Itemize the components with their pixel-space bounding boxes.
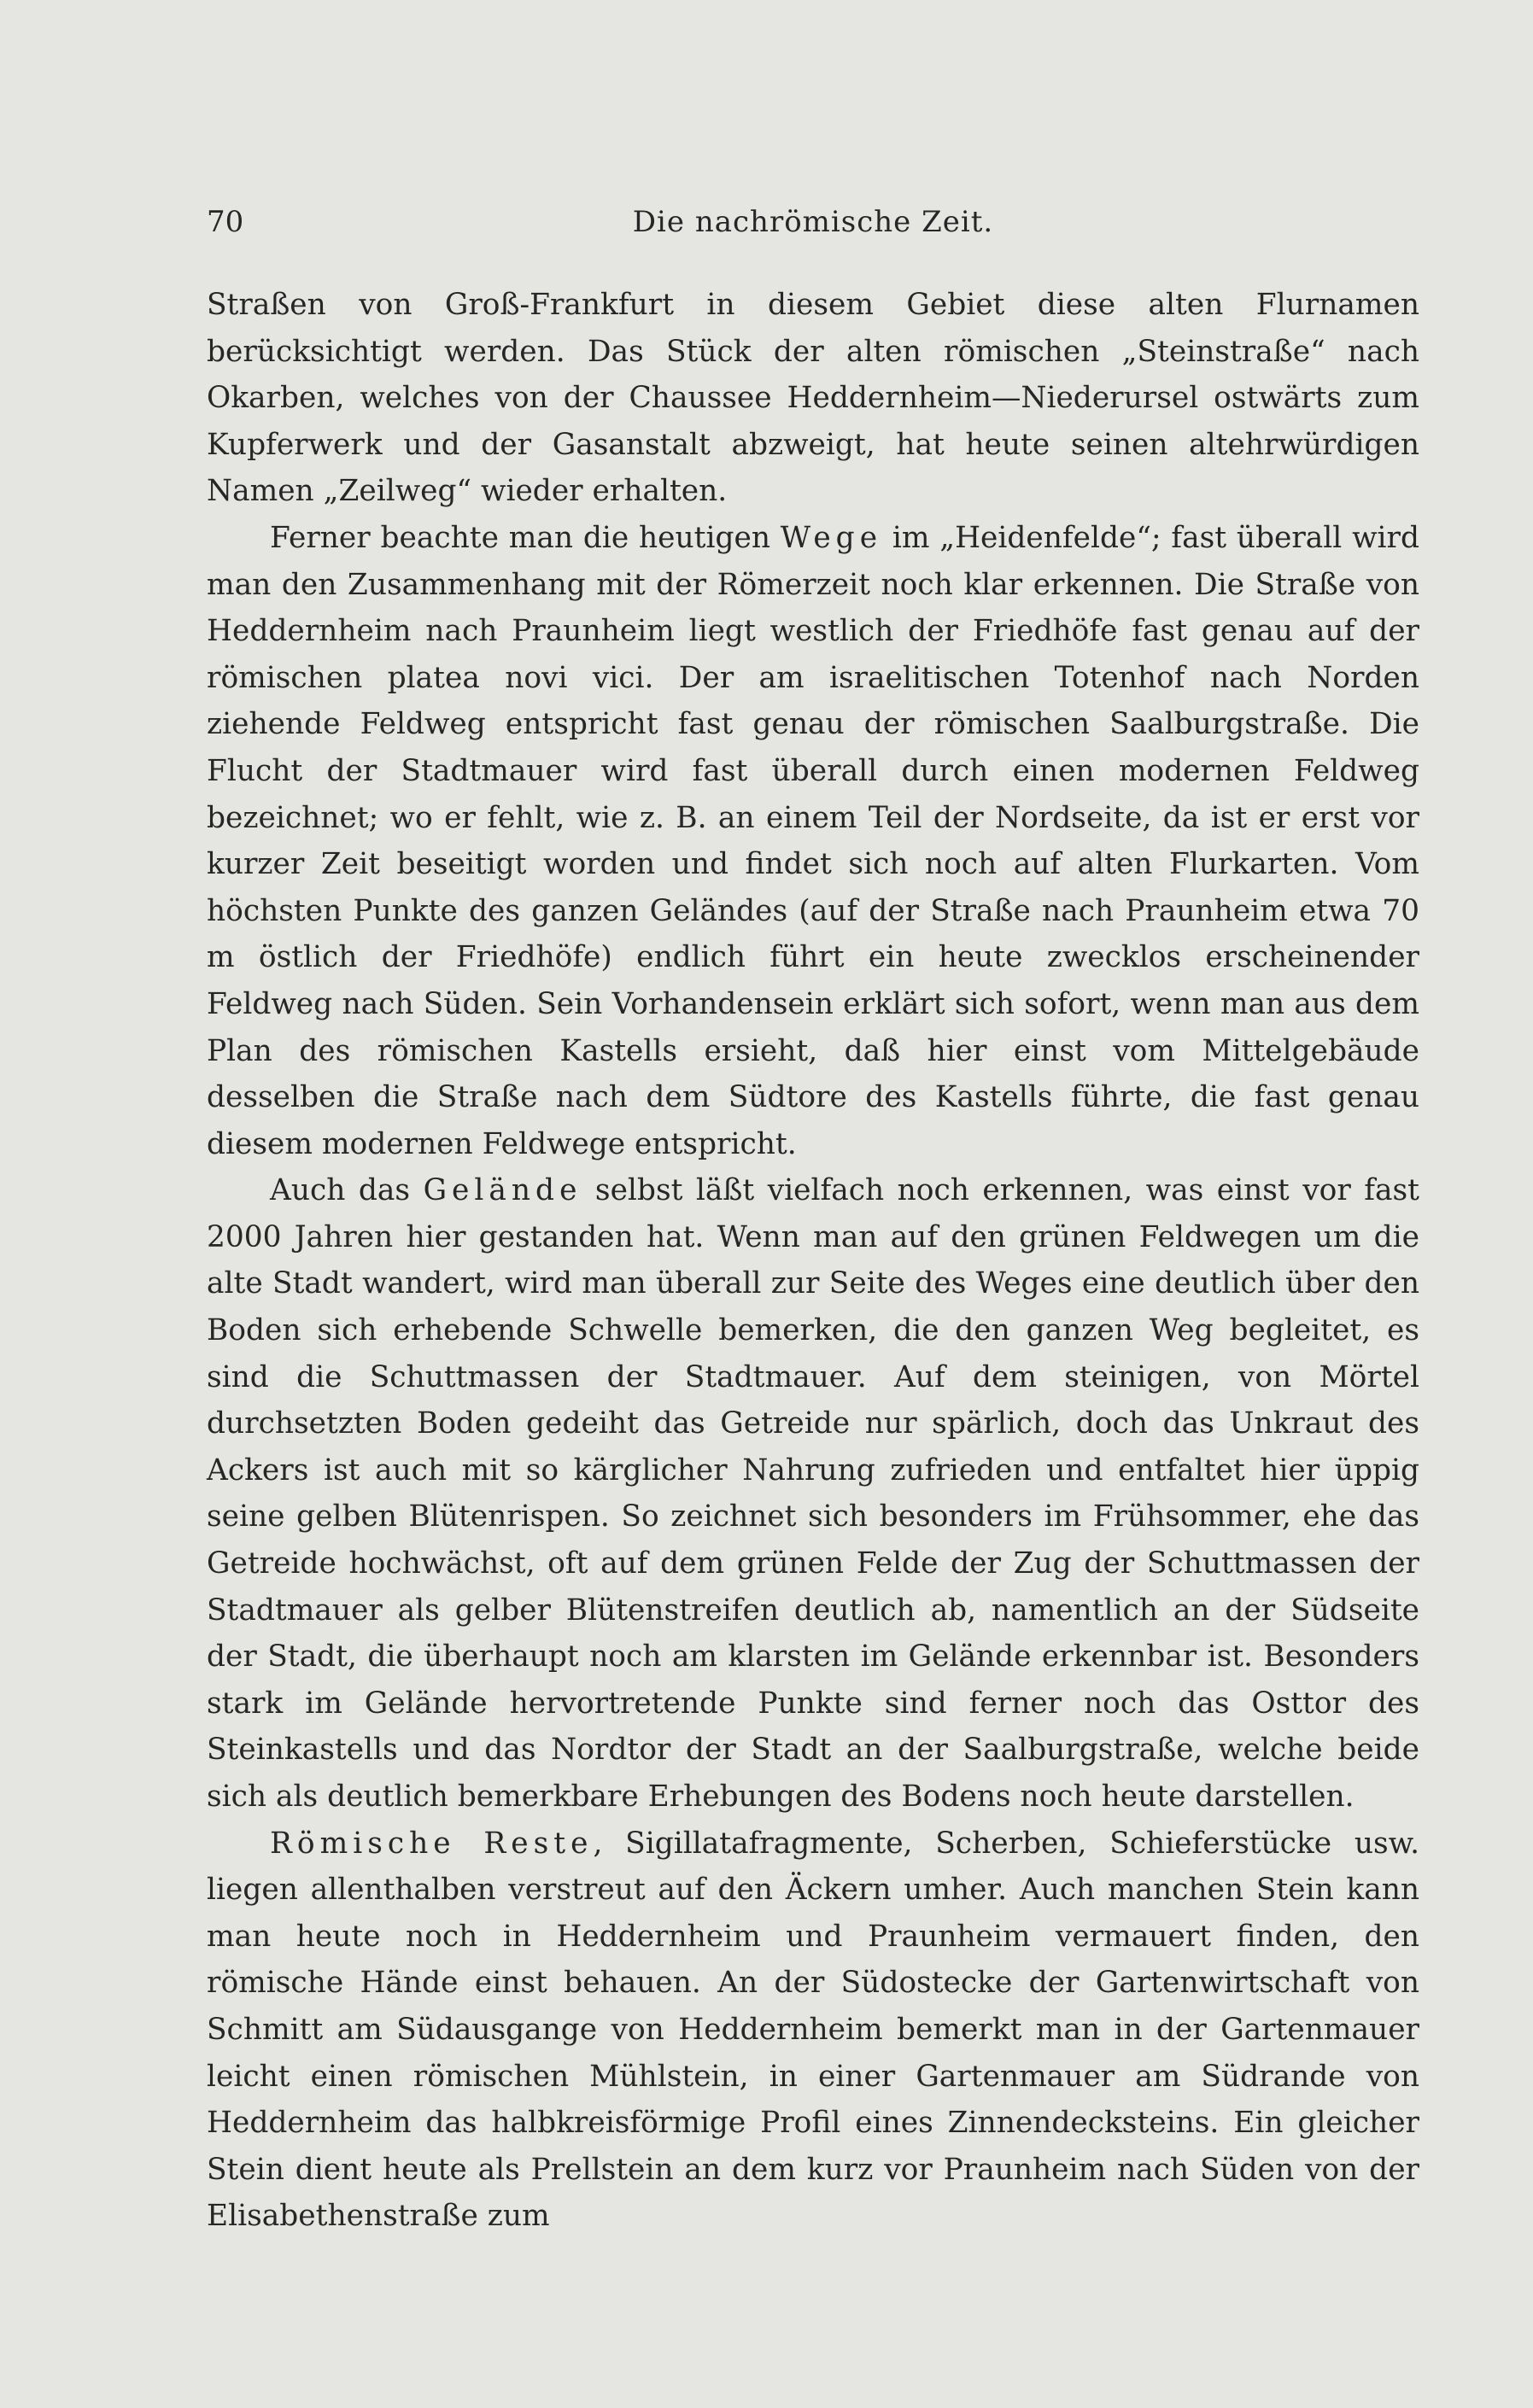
running-title: Die nachrömische Zeit. [632,205,994,239]
paragraph-1 [207,282,1419,515]
emphasized-term: Römische Reste [270,1826,594,1861]
emphasized-term: Gelände [423,1173,582,1208]
emphasized-term: Wege [780,520,883,555]
paragraph-text: Straßen von Groß-Frankfurt in diesem Gebiet diese alten Flurnamen berücksichtigt werden. Das Stück der alten römischen „Steinstraße“ nach Okarben, welches von der Chaussee Heddernheim—Niederursel ostwärts zum Kupferwerk und der Gasanstalt abzweigt, hat heute seinen altehrwürdigen Namen „Zeilweg“ wieder erhalten. [207,288,1419,509]
paragraph-2 [207,515,1419,1167]
paragraph-4 [207,1821,1419,2240]
paragraph-text: selbst läßt vielfach noch erkennen, was einst vor fast 2000 Jahren hier gestanden hat. Wenn man auf den grünen Feldwegen um die alte Stadt wandert, wird man überall zur Seite des Weges eine deutlich über den Boden sich erhebende Schwelle bemerken, die den ganzen Weg begleitet, es sind die Schuttmassen der Stadtmauer. Auf dem steinigen, von Mörtel durchsetzten Boden gedeiht das Getreide nur spärlich, doch das Unkraut des Ackers ist auch mit so kärglicher Nahrung zufrieden und entfaltet hier üppig seine gelben Blütenrispen. So zeichnet sich besonders im Frühsommer, ehe das Getreide hochwächst, oft auf dem grünen Felde der Zug der Schuttmassen der Stadtmauer als gelber Blütenstreifen deutlich ab, namentlich an der Südseite der Stadt, die überhaupt noch am klarsten im Gelände erkennbar ist. Besonders stark im Gelände hervortretende Punkte sind ferner noch das Osttor des Steinkastells und das Nordtor der Stadt an der Saalburgstraße, welche beide sich als deutlich bemerkbare Erhebungen des Bodens noch heute darstellen. [207,1173,1419,1814]
body-text [207,282,1419,2240]
paragraph-text: Ferner beachte man die heutigen [270,520,781,555]
paragraph-text: im „Heidenfelde“; fast überall wird man den Zusammenhang mit der Römerzeit noch klar erkennen. Die Straße von Heddernheim nach Praunheim liegt westlich der Friedhöfe fast genau auf der römischen platea novi vici. Der am israelitischen Totenhof nach Norden ziehende Feldweg entspricht fast genau der römischen Saalburgstraße. Die Flucht der Stadtmauer wird fast überall durch einen modernen Feldweg bezeichnet; wo er fehlt, wie z. B. an einem Teil der Nordseite, da ist er erst vor kurzer Zeit beseitigt worden und findet sich noch auf alten Flurkarten. Vom höchsten Punkte des ganzen Geländes (auf der Straße nach Praunheim etwa 70 m östlich der Friedhöfe) endlich führt ein heute zwecklos erscheinender Feldweg nach Süden. Sein Vorhandensein erklärt sich sofort, wenn man aus dem Plan des römischen Kastells ersieht, daß hier einst vom Mittelgebäude desselben die Straße nach dem Südtore des Kastells führte, die fast genau diesem modernen Feldwege entspricht. [207,520,1419,1161]
page-number: 70 [207,205,244,239]
page-header [207,205,1419,248]
paragraph-text: , Sigillatafragmente, Scherben, Schieferstücke usw. liegen allenthalben verstreut auf den Äckern umher. Auch manchen Stein kann man heute noch in Heddernheim und Praunheim vermauert finden, den römische Hände einst behauen. An der Südostecke der Gartenwirtschaft von Schmitt am Südausgange von Heddernheim bemerkt man in der Gartenmauer leicht einen römischen Mühlstein, in einer Gartenmauer am Südrande von Heddernheim das halbkreisförmige Profil eines Zinnendecksteins. Ein gleicher Stein dient heute als Prellstein an dem kurz vor Praunheim nach Süden von der Elisabethenstraße zum [207,1826,1419,2234]
paragraph-text: Auch das [270,1173,424,1208]
paragraph-3 [207,1167,1419,1820]
